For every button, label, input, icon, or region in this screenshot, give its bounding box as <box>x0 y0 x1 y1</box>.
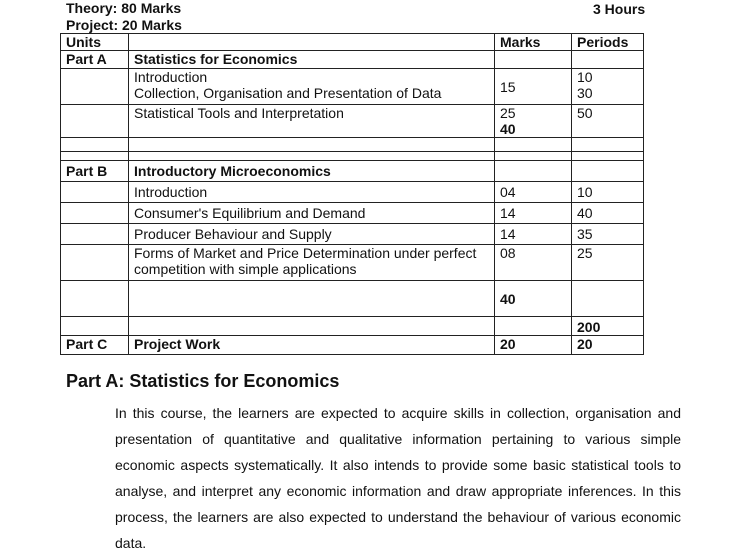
part-a-title: Statistics for Economics <box>129 51 495 69</box>
table-row <box>61 245 644 281</box>
part-b-periods: 35 <box>572 224 644 245</box>
part-b-marks: 14 <box>495 224 572 245</box>
table-row <box>61 281 644 317</box>
part-b-topic: Introduction <box>129 182 495 203</box>
units-column-header: Units <box>61 34 129 51</box>
table-row <box>61 336 644 355</box>
part-a-topic: Statistical Tools and Interpretation <box>129 105 495 138</box>
part-b-total-periods: 200 <box>572 317 644 336</box>
table-row <box>61 317 644 336</box>
part-b-topic: Producer Behaviour and Supply <box>129 224 495 245</box>
part-c-label: Part C <box>61 336 129 355</box>
part-b-marks: 04 <box>495 182 572 203</box>
part-a-topic: Collection, Organisation and Presentation of Data <box>134 85 442 101</box>
part-c-title: Project Work <box>129 336 495 355</box>
project-marks: Project: 20 Marks <box>66 17 182 33</box>
part-a-periods: 30 <box>577 85 593 101</box>
part-a-periods: 50 <box>572 105 644 138</box>
exam-duration: 3 Hours <box>593 1 646 17</box>
table-row <box>61 224 644 245</box>
table-row <box>61 203 644 224</box>
part-a-label: Part A <box>61 51 129 69</box>
syllabus-table <box>60 33 644 355</box>
section-paragraph: In this course, the learners are expected to acquire skills in collection, organisation and presentation of quantitative and qualitative information pertaining to various simple economic aspects systematically. It also intends to provide some basic statistical tools to analyse, and interpret any economic information and draw appropriate inferences. In this process, the learners are also expected to understand the behaviour of various economic data. <box>115 405 681 551</box>
part-b-marks: 14 <box>495 203 572 224</box>
table-row <box>61 152 644 161</box>
part-b-topic: Consumer's Equilibrium and Demand <box>129 203 495 224</box>
part-b-periods: 10 <box>572 182 644 203</box>
marks-column-header: Marks <box>495 34 572 51</box>
part-a-periods: 10 <box>577 69 593 85</box>
table-row <box>61 51 644 69</box>
table-row <box>61 138 644 152</box>
table-header-row <box>61 34 644 51</box>
part-c-marks: 20 <box>495 336 572 355</box>
part-b-marks: 08 <box>495 245 572 281</box>
section-heading: Part A: Statistics for Economics <box>66 371 340 391</box>
part-b-title: Introductory Microeconomics <box>129 161 495 182</box>
table-row <box>61 182 644 203</box>
part-b-periods: 40 <box>572 203 644 224</box>
table-row <box>61 105 644 138</box>
part-a-topic: Introduction <box>134 69 208 85</box>
table-row <box>61 69 644 105</box>
part-a-total-marks: 40 <box>500 121 516 137</box>
part-a-marks: 25 <box>500 105 516 121</box>
part-b-label: Part B <box>61 161 129 182</box>
table-row <box>61 161 644 182</box>
part-b-total-marks: 40 <box>495 281 572 317</box>
periods-column-header: Periods <box>572 34 644 51</box>
part-c-periods: 20 <box>572 336 644 355</box>
part-b-periods: 25 <box>572 245 644 281</box>
part-a-marks: 15 <box>495 69 572 105</box>
part-b-topic: Forms of Market and Price Determination under perfect competition with simple applications <box>129 245 495 281</box>
theory-marks: Theory: 80 Marks <box>66 0 182 16</box>
